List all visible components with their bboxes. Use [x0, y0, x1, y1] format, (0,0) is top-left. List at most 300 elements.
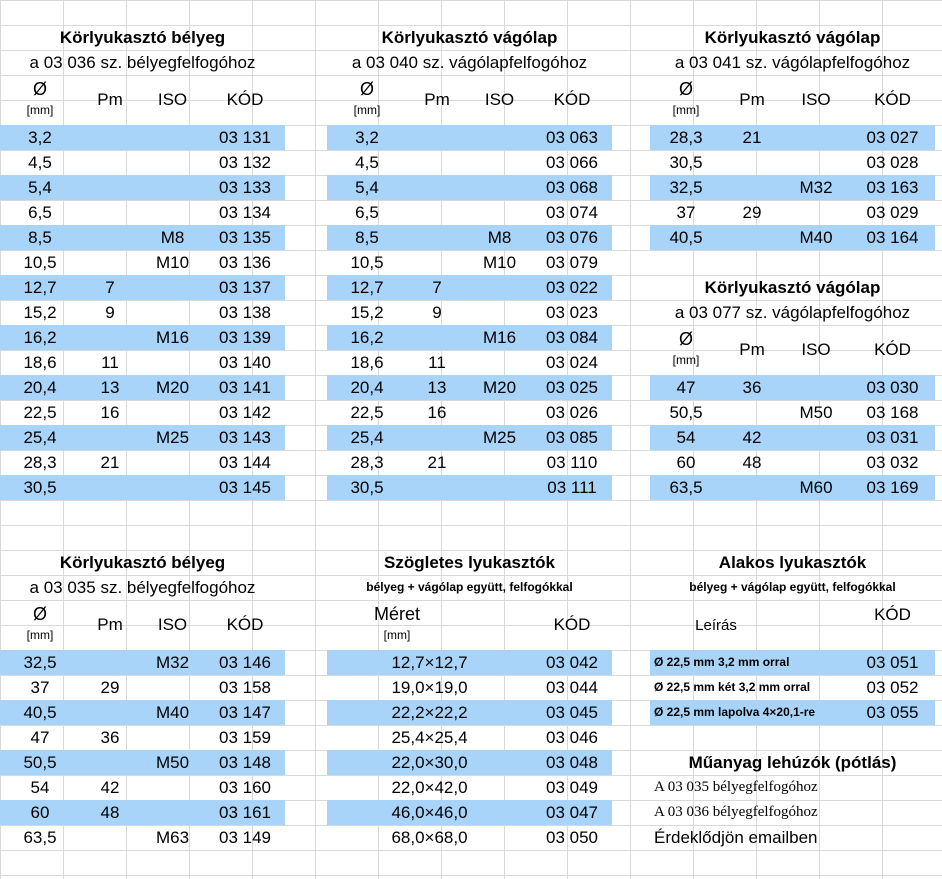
table-body [0, 125, 285, 500]
size-cell: 68,0×68,0 [391, 828, 468, 847]
kod-cell: 03 044 [546, 678, 598, 697]
pm-cell: 13 [100, 378, 120, 397]
size-cell: 46,0×46,0 [391, 803, 468, 822]
diameter-cell: 3,2 [355, 128, 379, 147]
diameter-cell: 12,7 [350, 278, 384, 297]
header-diameter: Ø [mm] [672, 79, 700, 117]
diameter-cell: 30,5 [23, 478, 57, 497]
pm-cell [407, 150, 467, 175]
iso-cell: M32 [155, 653, 190, 672]
iso-cell [467, 350, 532, 375]
iso-cell [467, 200, 532, 225]
diameter-cell: 30,5 [350, 478, 384, 497]
kod-cell: 03 141 [219, 378, 271, 397]
kod-cell: 03 085 [546, 428, 598, 447]
table-row [327, 150, 612, 175]
diameter-cell: 4,5 [355, 153, 379, 172]
table-row [650, 200, 935, 225]
stripper-item [650, 800, 935, 825]
table-header [650, 325, 935, 375]
table-row [650, 425, 935, 450]
iso-cell [467, 275, 532, 300]
diameter-cell: 22,5 [23, 403, 57, 422]
kod-cell: 03 147 [219, 703, 271, 722]
pm-cell [407, 200, 467, 225]
table-row [327, 800, 612, 825]
iso-cell [782, 150, 850, 175]
iso-cell: M20 [155, 378, 190, 397]
kod-cell: 03 158 [219, 678, 271, 697]
strippers-list [650, 775, 935, 850]
diameter-cell: 10,5 [350, 253, 384, 272]
iso-cell: M63 [155, 828, 190, 847]
table-row [0, 175, 285, 200]
table-row [0, 800, 285, 825]
kod-cell: 03 149 [219, 828, 271, 847]
table-die-03041 [650, 25, 935, 250]
kod-cell: 03 110 [546, 453, 598, 472]
header-diameter: Ø [mm] [26, 79, 54, 117]
table-shaped-punches [650, 550, 935, 725]
pm-cell: 48 [742, 453, 762, 472]
header-diameter: Ø [mm] [353, 79, 381, 117]
table-row [0, 825, 285, 850]
pm-cell: 36 [742, 378, 762, 397]
kod-cell: 03 049 [546, 778, 598, 797]
iso-cell [467, 450, 532, 475]
stripper-item-text: A 03 035 bélyegfelfogóhoz [654, 779, 818, 795]
iso-cell [140, 150, 205, 175]
diameter-cell: 15,2 [23, 303, 57, 322]
pm-cell [407, 125, 467, 150]
table-subtitle: a 03 041 sz. vágólapfelfogóhoz [674, 53, 911, 72]
diameter-cell: 25,4 [350, 428, 384, 447]
kod-cell: 03 048 [546, 753, 598, 772]
kod-cell: 03 084 [546, 328, 598, 347]
kod-cell: 03 079 [546, 253, 598, 272]
size-cell: 22,2×22,2 [391, 703, 468, 722]
table-row [327, 750, 612, 775]
diameter-cell: 20,4 [350, 378, 384, 397]
pm-cell [80, 325, 140, 350]
iso-cell: M50 [799, 403, 833, 422]
stripper-item-text: A 03 036 bélyegfelfogóhoz [654, 804, 818, 820]
kod-cell: 03 068 [546, 178, 598, 197]
table-row [327, 250, 612, 275]
table-header [650, 75, 935, 125]
table-row [327, 175, 612, 200]
table-title: Körlyukasztó vágólap [704, 278, 881, 297]
diameter-cell: 40,5 [669, 228, 703, 247]
table-row [0, 250, 285, 275]
table-row [0, 700, 285, 725]
table-stamp-03035 [0, 550, 285, 850]
pm-cell: 16 [427, 403, 447, 422]
size-cell: 22,0×30,0 [391, 753, 468, 772]
table-row [327, 700, 612, 725]
table-header [327, 75, 612, 125]
diameter-cell: 16,2 [350, 328, 384, 347]
iso-cell [140, 400, 205, 425]
diameter-cell: 28,3 [350, 453, 384, 472]
iso-cell [140, 725, 205, 750]
diameter-cell: 5,4 [28, 178, 52, 197]
size-cell: 22,0×42,0 [391, 778, 468, 797]
kod-cell: 03 055 [866, 703, 919, 722]
table-body [650, 650, 935, 725]
size-cell: 12,7×12,7 [391, 653, 468, 672]
iso-cell [782, 125, 850, 150]
iso-cell [140, 800, 205, 825]
diameter-cell: 47 [30, 728, 50, 747]
kod-cell: 03 025 [546, 378, 598, 397]
table-row [0, 725, 285, 750]
kod-cell: 03 027 [866, 128, 919, 147]
header-pm: Pm [97, 90, 123, 109]
header-pm: Pm [739, 340, 765, 359]
diameter-cell: 30,5 [669, 153, 703, 172]
iso-cell [467, 150, 532, 175]
kod-cell: 03 131 [219, 128, 271, 147]
table-row [650, 150, 935, 175]
header-diameter: Ø [mm] [672, 329, 700, 367]
diameter-cell: 28,3 [669, 128, 703, 147]
stripper-item [650, 775, 935, 800]
table-row [327, 225, 612, 250]
pm-cell [722, 400, 782, 425]
pm-cell [80, 225, 140, 250]
diameter-cell: 60 [30, 803, 50, 822]
iso-cell: M10 [155, 253, 190, 272]
kod-cell: 03 024 [546, 353, 598, 372]
kod-cell: 03 032 [866, 453, 919, 472]
table-die-03077 [650, 275, 935, 500]
table-subtitle: bélyeg + vágólap együtt, felfogókkal [689, 580, 896, 594]
kod-cell: 03 142 [219, 403, 271, 422]
table-body [327, 125, 612, 500]
description-cell: Ø 22,5 mm 3,2 mm orral [654, 655, 790, 669]
table-title: Körlyukasztó vágólap [704, 28, 881, 47]
table-row [0, 450, 285, 475]
kod-cell: 03 144 [219, 453, 271, 472]
table-subtitle: a 03 077 sz. vágólapfelfogóhoz [674, 303, 911, 322]
table-row [327, 675, 612, 700]
pm-cell: 48 [100, 803, 120, 822]
pm-cell [407, 225, 467, 250]
table-row [650, 650, 935, 675]
kod-cell: 03 135 [219, 228, 271, 247]
diameter-cell: 50,5 [23, 753, 57, 772]
table-row [0, 425, 285, 450]
iso-cell: M40 [799, 228, 833, 247]
pm-cell [80, 750, 140, 775]
iso-cell [782, 200, 850, 225]
diameter-cell: 37 [30, 678, 50, 697]
iso-cell [140, 175, 205, 200]
pm-cell: 7 [432, 278, 442, 297]
iso-cell [140, 475, 205, 500]
diameter-cell: 8,5 [355, 228, 379, 247]
table-row [327, 200, 612, 225]
table-row [650, 475, 935, 500]
diameter-cell: 4,5 [28, 153, 52, 172]
diameter-cell: 20,4 [23, 378, 57, 397]
pm-cell: 29 [100, 678, 120, 697]
pm-cell [80, 200, 140, 225]
kod-cell: 03 031 [866, 428, 919, 447]
header-kod: KÓD [874, 605, 911, 624]
description-cell: Ø 22,5 mm két 3,2 mm orral [654, 680, 811, 694]
pm-cell [80, 700, 140, 725]
kod-cell: 03 143 [219, 428, 271, 447]
iso-cell: M16 [155, 328, 190, 347]
table-row [0, 775, 285, 800]
table-header [327, 600, 612, 650]
table-title: Alakos lyukasztók [718, 553, 867, 572]
iso-cell [140, 275, 205, 300]
table-row [650, 400, 935, 425]
table-header [650, 600, 935, 650]
table-row [327, 450, 612, 475]
diameter-cell: 32,5 [669, 178, 703, 197]
kod-cell: 03 111 [547, 478, 597, 497]
pm-cell [722, 225, 782, 250]
diameter-cell: 63,5 [669, 478, 703, 497]
diameter-cell: 32,5 [23, 653, 57, 672]
table-row [327, 350, 612, 375]
table-subtitle: a 03 040 sz. vágólapfelfogóhoz [351, 53, 588, 72]
table-row [0, 650, 285, 675]
kod-cell: 03 047 [546, 803, 598, 822]
table-row [650, 675, 935, 700]
diameter-cell: 50,5 [669, 403, 703, 422]
table-row [327, 400, 612, 425]
table-row [327, 125, 612, 150]
kod-cell: 03 136 [219, 253, 271, 272]
header-description: Leírás [695, 617, 737, 634]
header-iso: ISO [157, 615, 188, 634]
diameter-cell: 18,6 [350, 353, 384, 372]
header-kod: KÓD [553, 615, 591, 634]
diameter-cell: 15,2 [350, 303, 384, 322]
kod-cell: 03 132 [219, 153, 271, 172]
iso-cell: M8 [487, 228, 512, 247]
table-row [650, 375, 935, 400]
iso-cell [782, 375, 850, 400]
table-row [0, 275, 285, 300]
table-row [650, 225, 935, 250]
kod-cell: 03 023 [546, 303, 598, 322]
pm-cell: 7 [105, 278, 115, 297]
table-row [0, 750, 285, 775]
pm-cell: 11 [428, 353, 446, 372]
pm-cell: 16 [100, 403, 120, 422]
iso-cell [467, 300, 532, 325]
table-subtitle: a 03 036 sz. bélyegfelfogóhoz [29, 53, 256, 72]
header-pm: Pm [424, 90, 450, 109]
pm-cell [407, 325, 467, 350]
pm-cell: 21 [427, 453, 447, 472]
table-row [0, 300, 285, 325]
kod-cell: 03 029 [866, 203, 919, 222]
pm-cell: 42 [100, 778, 120, 797]
table-row [0, 200, 285, 225]
iso-cell: M25 [482, 428, 517, 447]
kod-cell: 03 074 [546, 203, 598, 222]
diameter-cell: 10,5 [23, 253, 57, 272]
iso-cell [140, 675, 205, 700]
pm-cell: 9 [432, 303, 442, 322]
header-size: Méret [mm] [373, 604, 420, 642]
table-row [327, 775, 612, 800]
table-body [650, 375, 935, 500]
table-subtitle: bélyeg + vágólap együtt, felfogókkal [366, 580, 573, 594]
table-stamp-03036 [0, 25, 285, 500]
kod-cell: 03 028 [866, 153, 919, 172]
kod-cell: 03 045 [546, 703, 598, 722]
pm-cell [722, 475, 782, 500]
diameter-cell: 3,2 [28, 128, 52, 147]
header-iso: ISO [484, 90, 515, 109]
kod-cell: 03 148 [219, 753, 271, 772]
kod-cell: 03 042 [546, 653, 598, 672]
iso-cell [140, 350, 205, 375]
table-row [0, 350, 285, 375]
pm-cell: 42 [742, 428, 762, 447]
table-row [0, 675, 285, 700]
kod-cell: 03 159 [219, 728, 271, 747]
header-diameter: Ø [mm] [26, 604, 54, 642]
kod-cell: 03 026 [546, 403, 598, 422]
pm-cell: 9 [105, 303, 115, 322]
diameter-cell: 18,6 [23, 353, 57, 372]
kod-cell: 03 050 [546, 828, 598, 847]
table-row [650, 125, 935, 150]
diameter-cell: 40,5 [23, 703, 57, 722]
iso-cell: M25 [155, 428, 190, 447]
table-row [650, 175, 935, 200]
table-square-punches [327, 550, 612, 850]
diameter-cell: 6,5 [355, 203, 379, 222]
pm-cell [407, 475, 467, 500]
diameter-cell: 25,4 [23, 428, 57, 447]
iso-cell [467, 175, 532, 200]
diameter-cell: 63,5 [23, 828, 57, 847]
table-body [0, 650, 285, 850]
diameter-cell: 22,5 [350, 403, 384, 422]
kod-cell: 03 146 [219, 653, 271, 672]
diameter-cell: 54 [676, 428, 696, 447]
kod-cell: 03 052 [866, 678, 919, 697]
diameter-cell: 37 [676, 203, 696, 222]
diameter-cell: 6,5 [28, 203, 52, 222]
pm-cell [407, 175, 467, 200]
diameter-cell: 60 [676, 453, 696, 472]
description-cell: Ø 22,5 mm lapolva 4×20,1-re [654, 705, 816, 719]
kod-cell: 03 051 [866, 653, 919, 672]
iso-cell [467, 400, 532, 425]
header-kod: KÓD [226, 615, 264, 634]
table-row [327, 300, 612, 325]
contact-note [650, 825, 935, 850]
pm-cell [80, 825, 140, 850]
pm-cell [80, 650, 140, 675]
table-row [0, 400, 285, 425]
header-kod: KÓD [553, 90, 591, 109]
table-row [650, 700, 935, 725]
kod-cell: 03 066 [546, 153, 598, 172]
table-row [327, 425, 612, 450]
table-row [0, 325, 285, 350]
kod-cell: 03 030 [866, 378, 919, 397]
table-title: Körlyukasztó vágólap [381, 28, 558, 47]
pm-cell [80, 425, 140, 450]
pm-cell [722, 175, 782, 200]
pm-cell: 13 [427, 378, 447, 397]
pm-cell [80, 150, 140, 175]
size-cell: 19,0×19,0 [391, 678, 468, 697]
table-row [327, 275, 612, 300]
pm-cell [407, 250, 467, 275]
table-row [327, 650, 612, 675]
diameter-cell: 8,5 [28, 228, 52, 247]
table-row [0, 375, 285, 400]
table-row [0, 225, 285, 250]
iso-cell: M50 [155, 753, 190, 772]
pm-cell [80, 475, 140, 500]
table-header [0, 75, 285, 125]
iso-cell [140, 125, 205, 150]
kod-cell: 03 163 [866, 178, 919, 197]
iso-cell: M8 [160, 228, 185, 247]
diameter-cell: 47 [676, 378, 696, 397]
kod-cell: 03 145 [219, 478, 271, 497]
table-title: Körlyukasztó bélyeg [59, 553, 226, 572]
table-row [327, 375, 612, 400]
kod-cell: 03 140 [219, 353, 271, 372]
kod-cell: 03 133 [219, 178, 271, 197]
strippers-title: Műanyag lehúzók (pótlás) [688, 753, 897, 772]
iso-cell [140, 775, 205, 800]
pm-cell: 36 [100, 728, 120, 747]
plastic-strippers-block [650, 750, 935, 850]
table-row [650, 450, 935, 475]
iso-cell [782, 450, 850, 475]
table-row [327, 725, 612, 750]
iso-cell [467, 125, 532, 150]
header-kod: KÓD [226, 90, 264, 109]
table-body [327, 650, 612, 850]
kod-cell: 03 063 [546, 128, 598, 147]
table-row [0, 475, 285, 500]
table-body [650, 125, 935, 250]
iso-cell: M60 [799, 478, 833, 497]
iso-cell: M10 [482, 253, 517, 272]
pm-cell: 21 [100, 453, 120, 472]
kod-cell: 03 161 [219, 803, 271, 822]
diameter-cell: 12,7 [23, 278, 57, 297]
iso-cell [782, 425, 850, 450]
table-subtitle: a 03 035 sz. bélyegfelfogóhoz [29, 578, 256, 597]
table-row [0, 125, 285, 150]
header-iso: ISO [157, 90, 188, 109]
header-iso: ISO [801, 340, 831, 359]
pm-cell: 21 [742, 128, 762, 147]
diameter-cell: 5,4 [355, 178, 379, 197]
table-title: Körlyukasztó bélyeg [59, 28, 226, 47]
iso-cell: M32 [799, 178, 833, 197]
pm-cell [80, 125, 140, 150]
